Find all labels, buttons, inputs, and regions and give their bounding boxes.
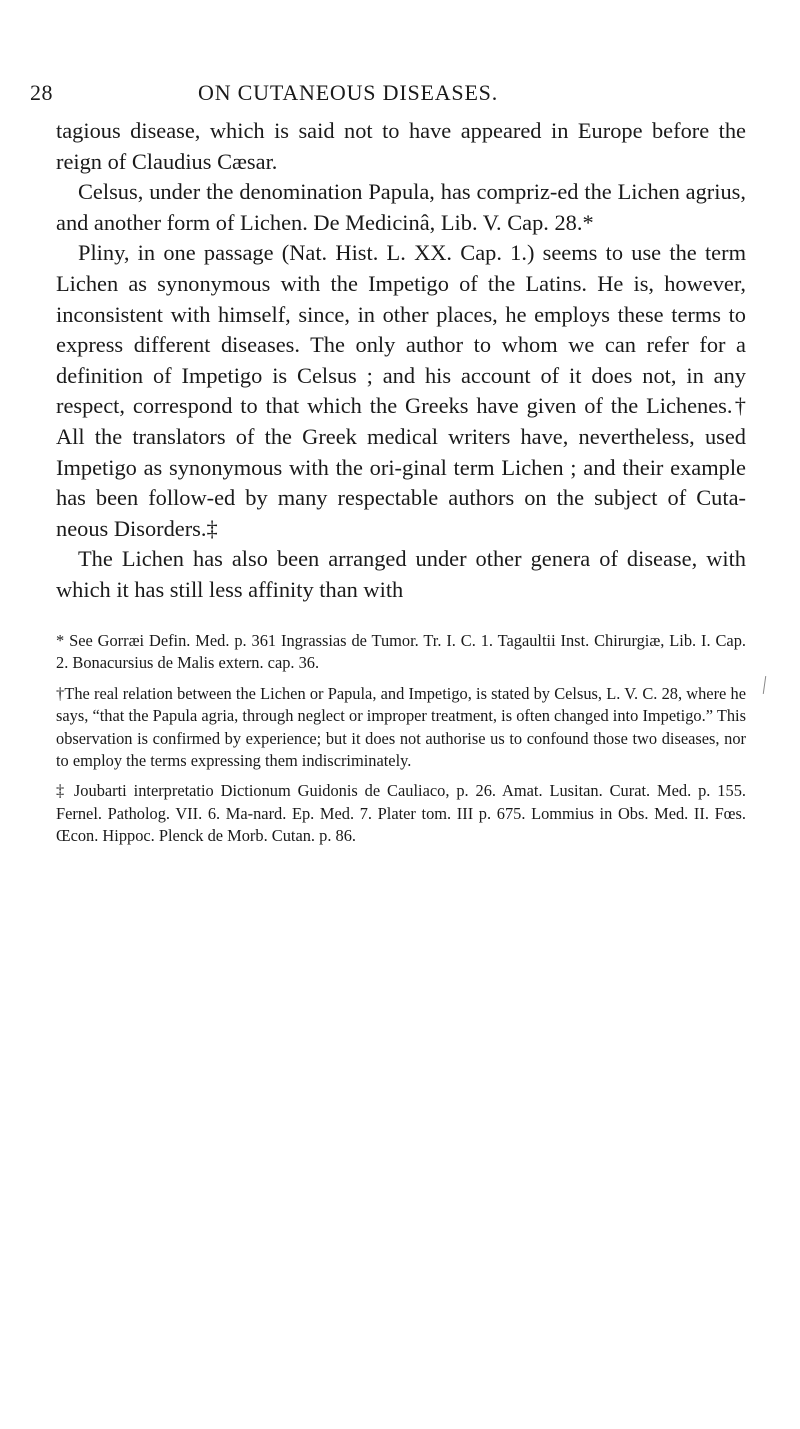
running-head: ON CUTANEOUS DISEASES. bbox=[198, 80, 499, 105]
paragraph-3: Pliny, in one passage (Nat. Hist. L. XX. Cap. 1.) seems to use the term Lichen as synonymous with the Impetigo of the Latins. He is, however, inconsistent with himself, since, in other places, he employs these terms to express different diseases. The only author to whom we can refer for a definition of Impetigo is Celsus ; and his account of it does not, in any respect, correspond to that which the Greeks have given of the Lichenes.† All the translators of the Greek medical writers have, nevertheless, used Impetigo as synonymous with the ori-ginal term Lichen ; and their example has been follow-ed by many respectable authors on the subject of Cuta-neous Disorders.‡ bbox=[56, 240, 746, 541]
page-number: 28 bbox=[30, 80, 53, 105]
main-text bbox=[56, 116, 746, 606]
paragraph-4: The Lichen has also been arranged under other genera of disease, with which it has still less affinity than with bbox=[56, 546, 746, 602]
footnotes bbox=[56, 630, 746, 856]
footnote-3: ‡ Joubarti interpretatio Dictionum Guidonis de Cauliaco, p. 26. Amat. Lusitan. Curat. Med. p. 155. Fernel. Patholog. VII. 6. Ma-nard. Ep. Med. 7. Plater tom. III p. 675. Lommius in Obs. Med. II. Fœs. Œcon. Hippoc. Plenck de Morb. Cutan. p. 86. bbox=[56, 781, 746, 846]
footnote-2: †The real relation between the Lichen or Papula, and Impetigo, is stated by Celsus, L. V. C. 28, where he says, “that the Papula agria, through neglect or improper treatment, is often changed into Impetigo.” This observation is confirmed by experience; but it does not authorise us to confound those two diseases, nor to employ the terms expressing them indiscriminately. bbox=[56, 683, 746, 771]
page-header bbox=[0, 80, 800, 120]
paragraph-1: tagious disease, which is said not to have appeared in Europe before the reign of Claudius Cæsar. bbox=[56, 118, 746, 174]
footnote-1: * See Gorræi Defin. Med. p. 361 Ingrassias de Tumor. Tr. I. C. 1. Tagaultii Inst. Chirurgiæ, Lib. I. Cap. 2. Bonacursius de Malis extern. cap. 36. bbox=[56, 631, 746, 673]
paragraph-2: Celsus, under the denomination Papula, has compriz-ed the Lichen agrius, and another form of Lichen. De Medicinâ, Lib. V. Cap. 28.* bbox=[56, 179, 746, 235]
margin-mark bbox=[763, 676, 766, 694]
